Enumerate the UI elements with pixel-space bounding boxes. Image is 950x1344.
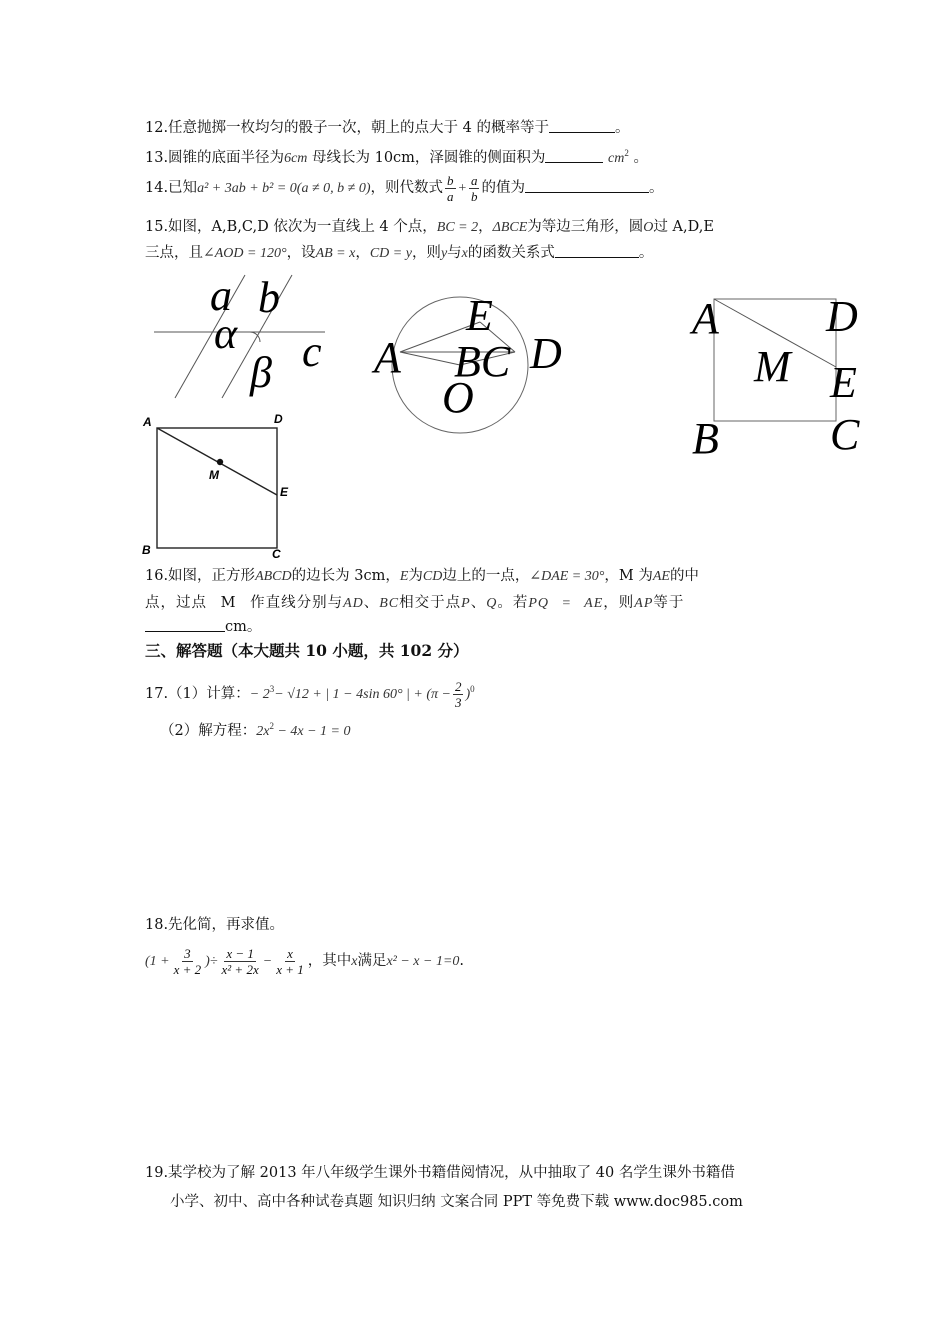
q16-text: 等于	[653, 595, 685, 611]
q15-circle-o: O	[643, 220, 654, 235]
q18-expr: −	[262, 954, 273, 969]
q16-text: 的边长为 3cm，	[291, 568, 400, 584]
square-abcd	[157, 428, 277, 548]
q14-condition: a² + 3ab + b² = 0(a ≠ 0, b ≠ 0)	[197, 181, 371, 196]
q15-text: 为等边三角形，圆	[527, 219, 644, 235]
figure-square-large	[688, 285, 888, 465]
fraction-3-over-x-plus-2	[172, 946, 204, 977]
q15-ab: AB = x	[315, 246, 356, 261]
answer-blank	[525, 178, 649, 193]
q15-y: y	[440, 246, 448, 261]
label-m: M	[754, 342, 791, 391]
question-15-line-1	[145, 217, 714, 238]
question-18-title: 18.先化简，再求值。	[145, 917, 285, 933]
numerator: b	[447, 172, 454, 188]
q16-text: ，M 为	[604, 568, 653, 584]
q17-expr: − √12 + | 1 − 4sin 60° | + (π −	[274, 687, 451, 702]
q14-text-b: ，则代数式	[370, 180, 443, 196]
fraction-b-over-a	[445, 173, 456, 204]
label-beta: β	[250, 348, 272, 397]
q16-p: P	[461, 596, 471, 611]
answer-blank	[145, 617, 225, 632]
numerator: a	[470, 172, 478, 188]
q15-angle: ∠AOD = 120°	[203, 246, 287, 261]
q15-triangle: ΔBCE	[492, 220, 528, 235]
q18-end: .	[459, 953, 465, 969]
page-footer: 小学、初中、高中各种试卷真题 知识归纳 文案合同 PPT 等免费下载 www.doc985.com	[170, 1194, 743, 1210]
q15-text: 与	[447, 245, 462, 261]
label-c: c	[302, 327, 322, 376]
q16-text: 、	[470, 595, 487, 611]
q16-text: 边上的一点，	[442, 568, 530, 584]
q17-equation: 2x	[256, 724, 270, 739]
numerator: 3	[184, 945, 191, 961]
q13-end: 。	[628, 150, 648, 166]
q16-text: 相交于点	[399, 595, 462, 611]
label-d: D	[826, 292, 858, 341]
q18-text: ，其中	[307, 953, 352, 969]
question-17-part-1	[145, 672, 475, 712]
fraction-2-3	[453, 679, 464, 710]
question-14	[145, 170, 663, 207]
q18-expr: )÷	[205, 954, 218, 969]
q16-text: 16.如图，正方形	[145, 568, 256, 584]
point-m	[217, 459, 223, 465]
label-e: E	[280, 485, 289, 499]
label-d: D	[530, 329, 562, 378]
q13-unit: cm	[608, 151, 625, 166]
label-a: A	[692, 294, 719, 343]
q16-text: ，则	[603, 595, 635, 611]
denominator: a	[447, 188, 454, 204]
question-18-expression	[145, 941, 464, 982]
q18-condition: x² − x − 1=0	[386, 954, 460, 969]
q15-text: 三点，且	[145, 245, 203, 261]
fraction-a-over-b	[469, 173, 480, 204]
q16-pq: PQ = AE	[528, 596, 604, 611]
q16-unit: cm。	[225, 619, 262, 635]
answer-blank	[545, 148, 603, 163]
q15-text: 15.如图，A,B,C,D 依次为一直线上 4 个点，	[145, 219, 437, 235]
numerator: x	[287, 945, 293, 961]
denominator: x² + 2x	[221, 961, 259, 977]
label-alpha: α	[214, 309, 238, 358]
q16-abcd: ABCD	[255, 569, 292, 584]
q17-sup: 3	[269, 684, 275, 694]
q15-end: 。	[638, 245, 654, 261]
label-o: O	[442, 373, 474, 422]
q16-ae: AE	[652, 569, 670, 584]
denominator: x + 2	[173, 961, 202, 977]
q18-x: x	[351, 954, 358, 969]
q15-cd: CD = y	[369, 246, 412, 261]
question-17-part-2	[160, 716, 351, 742]
q17-sup: 0	[470, 684, 475, 694]
q16-q: Q	[486, 596, 498, 611]
q17-expr: − 2	[249, 687, 270, 702]
q16-text: 的中	[669, 568, 699, 584]
q15-comma: ，	[478, 219, 493, 235]
question-13	[145, 143, 648, 169]
q15-text: ，则	[411, 245, 441, 261]
label-a: a	[210, 271, 232, 320]
label-c: C	[272, 547, 281, 561]
q17-equation: − 4x − 1 = 0	[273, 724, 351, 739]
figure-circle	[370, 280, 580, 445]
answer-blank	[549, 118, 615, 133]
q16-text: 为	[408, 568, 423, 584]
question-12	[145, 118, 630, 138]
line-ao	[400, 352, 460, 365]
q16-ad: AD	[343, 596, 364, 611]
label-d: D	[274, 412, 283, 426]
q13-text-a: 13.圆锥的底面半径为	[145, 150, 285, 166]
q17-sup: 2	[269, 721, 274, 731]
q17-label: 17.（1）计算：	[145, 686, 250, 702]
q16-cd: CD	[422, 569, 443, 584]
q15-text: 的函数关系式	[467, 245, 555, 261]
question-16-line-3	[145, 617, 261, 637]
q15-text: ，设	[286, 245, 316, 261]
q16-text: 。若	[497, 595, 529, 611]
numerator: x − 1	[226, 945, 254, 961]
q16-text: 点，过点 M 作直线分别与	[145, 595, 344, 611]
label-b: b	[258, 273, 280, 322]
q17-label: （2）解方程：	[160, 723, 257, 739]
denominator: 3	[454, 694, 462, 710]
q13-radius: 6cm	[284, 151, 308, 166]
q12-text: 12.任意抛掷一枚均匀的骰子一次，朝上的点大于 4 的概率等于	[145, 120, 550, 136]
q16-ap: AP	[634, 596, 654, 611]
question-19: 19.某学校为了解 2013 年八年级学生课外书籍借阅情况，从中抽取了 40 名学生课外书籍借	[145, 1165, 735, 1181]
denominator: b	[470, 188, 478, 204]
q17-expr: )	[465, 687, 471, 702]
q16-angle: ∠DAE = 30°	[529, 569, 605, 584]
q16-e: E	[399, 569, 409, 584]
plus-sign: +	[457, 181, 467, 196]
q14-text-a: 14.已知	[145, 180, 198, 196]
question-15-line-2	[145, 243, 653, 264]
q13-text-b: 母线长为 10cm，泽圆锥的侧面积为	[307, 150, 546, 166]
label-e: E	[830, 358, 857, 407]
q16-bc: BC	[379, 596, 400, 611]
q18-expr: (1 +	[145, 954, 170, 969]
question-16-line-2	[145, 593, 684, 614]
fraction-x-over-x-plus-1	[274, 946, 306, 977]
q14-end: 。	[648, 180, 664, 196]
q15-bc: BC = 2	[436, 220, 479, 235]
label-bc: BC	[454, 337, 511, 386]
answer-blank	[555, 243, 639, 258]
numerator: 2	[454, 678, 462, 694]
figure-square-small	[140, 408, 300, 563]
figure-parallel-lines	[150, 270, 360, 400]
section-heading: 三、解答题（本大题共 10 小题，共 102 分）	[145, 641, 469, 660]
q12-end: 。	[615, 120, 630, 136]
label-e: E	[466, 291, 493, 340]
q15-text: 过 A,D,E	[653, 219, 714, 235]
label-m: M	[209, 468, 219, 482]
q18-text: 满足	[357, 953, 387, 969]
denominator: x + 1	[276, 961, 304, 977]
q13-unit-sup: 2	[624, 148, 629, 158]
label-b: B	[692, 414, 719, 463]
label-c: C	[830, 410, 860, 459]
fraction-x-minus-1	[220, 946, 261, 977]
q15-text: ，	[355, 245, 370, 261]
label-a: A	[143, 415, 152, 429]
question-16-line-1	[145, 566, 699, 587]
q16-text: 、	[363, 595, 380, 611]
label-a: A	[374, 333, 401, 382]
q14-text-c: 的值为	[481, 180, 525, 196]
q15-x: x	[461, 246, 468, 261]
label-b: B	[142, 543, 151, 557]
